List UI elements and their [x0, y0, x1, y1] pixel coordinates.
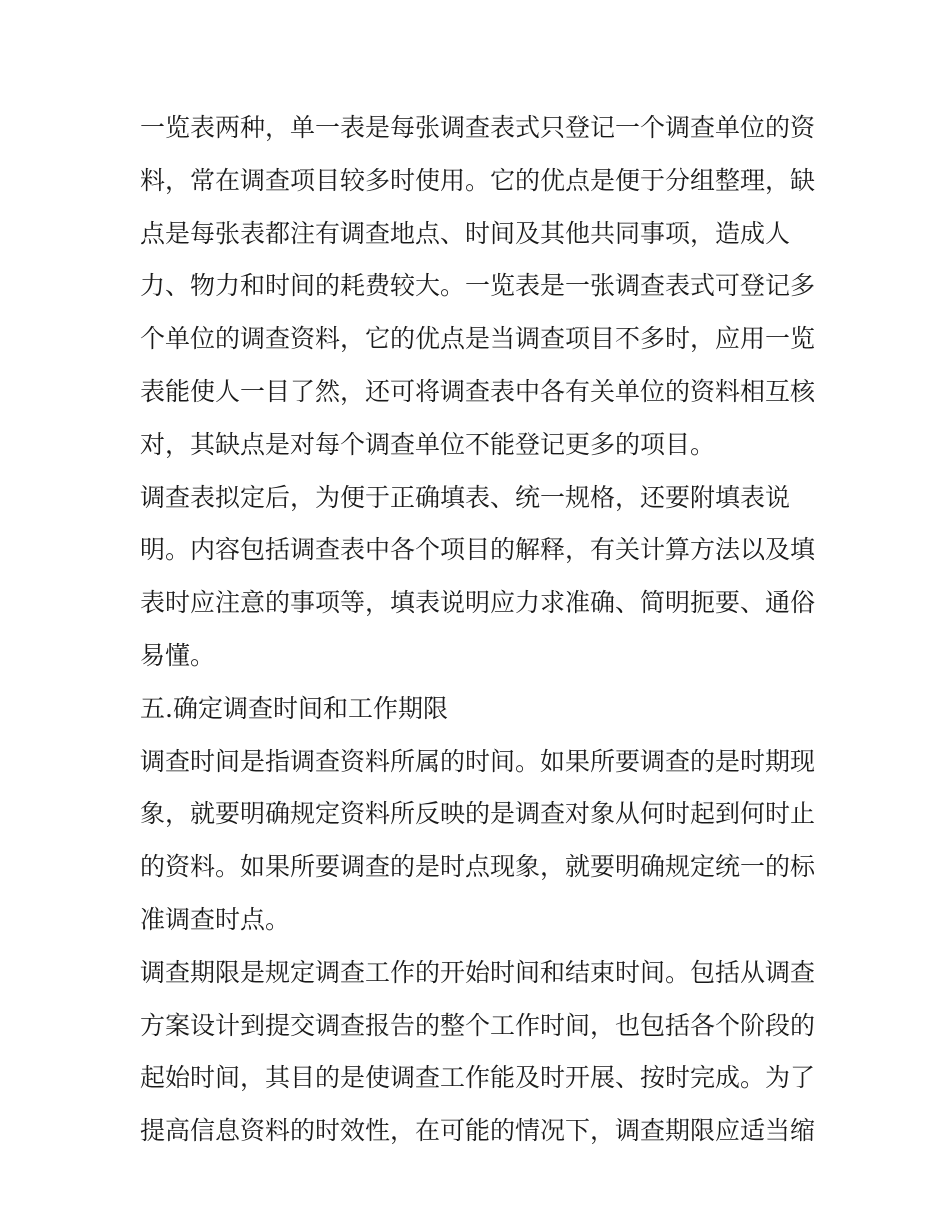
- text-line: 易懂。: [140, 640, 216, 670]
- text-line: 点是每张表都注有调查地点、时间及其他共同事项，造成人: [140, 218, 791, 248]
- text-line: 调查期限是规定调查工作的开始时间和结束时间。包括从调查: [140, 957, 816, 987]
- text-line: 调查时间是指调查资料所属的时间。如果所要调查的是时期现: [140, 746, 816, 776]
- text-line: 的资料。如果所要调查的是时点现象，就要明确规定统一的标: [140, 852, 816, 882]
- text-line: 起始时间，其目的是使调查工作能及时开展、按时完成。为了: [140, 1063, 816, 1093]
- text-line: 调查表拟定后，为便于正确填表、统一规格，还要附填表说: [140, 482, 791, 512]
- text-line: 表时应注意的事项等，填表说明应力求准确、简明扼要、通俗: [140, 588, 816, 618]
- text-line: 象，就要明确规定资料所反映的是调查对象从何时起到何时止: [140, 799, 816, 829]
- text-line: 表能使人一目了然，还可将调查表中各有关单位的资料相互核: [140, 376, 816, 406]
- text-line: 准调查时点。: [140, 904, 291, 934]
- text-line: 力、物力和时间的耗费较大。一览表是一张调查表式可登记多: [140, 271, 816, 301]
- text-line: 个单位的调查资料，它的优点是当调查项目不多时，应用一览: [140, 324, 816, 354]
- text-line: 提高信息资料的时效性，在可能的情况下，调查期限应适当缩: [140, 1116, 816, 1146]
- text-line: 对，其缺点是对每个调查单位不能登记更多的项目。: [140, 429, 716, 459]
- text-line: 一览表两种，单一表是每张调查表式只登记一个调查单位的资: [140, 113, 816, 142]
- text-line: 明。内容包括调查表中各个项目的解释，有关计算方法以及填: [140, 535, 816, 565]
- body-text: [140, 102, 820, 1158]
- text-line: 方案设计到提交调查报告的整个工作时间，也包括各个阶段的: [140, 1010, 816, 1040]
- text-line: 料，常在调查项目较多时使用。它的优点是便于分组整理，缺: [140, 165, 816, 195]
- section-heading: 五.确定调查时间和工作期限: [140, 693, 448, 723]
